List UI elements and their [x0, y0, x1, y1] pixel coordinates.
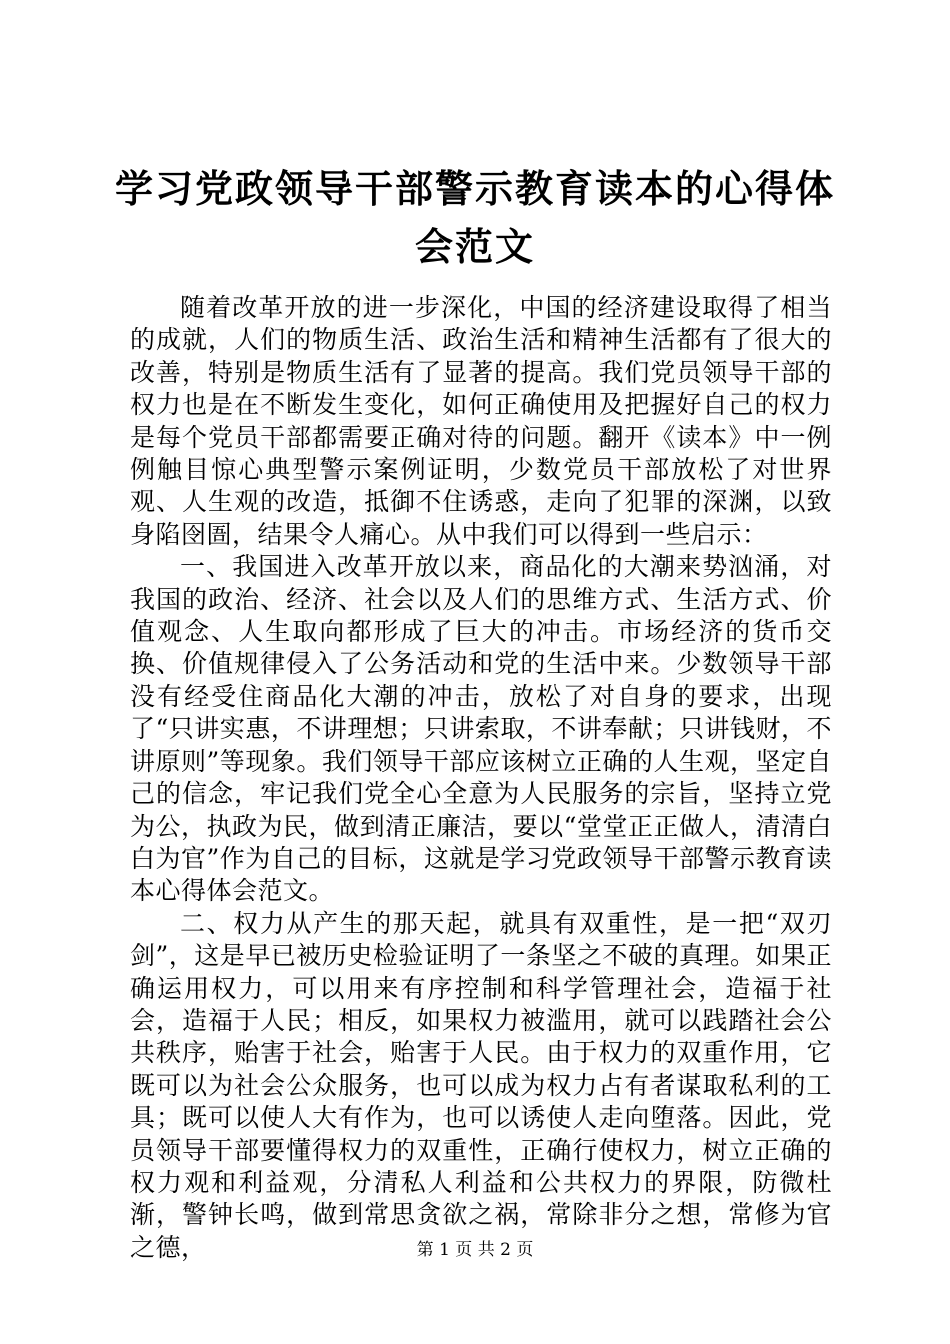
paragraph-intro: 随着改革开放的进一步深化，中国的经济建设取得了相当的成就，人们的物质生活、政治生活和精神生活都有了很大的改善，特别是物质生活有了显著的提高。我们党员领导干部的权力也是在不断发生变化，如何正确使用及把握好自己的权力是每个党员干部都需要正确对待的问题。翻开《读本》中一例例触目惊心典型警示案例证明，少数党员干部放松了对世界观、人生观的改造，抵御不住诱惑，走向了犯罪的深渊，以致身陷囹圄，结果令人痛心。从中我们可以得到一些启示： [130, 293, 832, 549]
paragraph-point-two: 二、权力从产生的那天起，就具有双重性，是一把“双刃剑”，这是早已被历史检验证明了一条坚之不破的真理。如果正确运用权力，可以用来有序控制和科学管理社会，造福于社会，造福于人民；相反，如果权力被滥用，就可以践踏社会公共秩序，贻害于社会，贻害于人民。由于权力的双重作用，它既可以为社会公众服务，也可以成为权力占有者谋取私利的工具；既可以使人大有作为，也可以诱使人走向堕落。因此，党员领导干部要懂得权力的双重性，正确行使权力，树立正确的权力观和利益观，分清私人利益和公共权力的界限，防微杜渐，警钟长鸣，做到常思贪欲之祸，常除非分之想，常修为官之德， [130, 908, 832, 1262]
document-title: 学习党政领导干部警示教育读本的心得体会范文 [114, 166, 835, 269]
page-footer [0, 1240, 950, 1260]
paragraph-point-one: 一、我国进入改革开放以来，商品化的大潮来势汹涌，对我国的政治、经济、社会以及人们的思维方式、生活方式、价值观念、人生取向都形成了巨大的冲击。市场经济的货币交换、价值规律侵入了公务活动和党的生活中来。少数领导干部没有经受住商品化大潮的冲击，放松了对自身的要求，出现了“只讲实惠，不讲理想；只讲索取，不讲奉献；只讲钱财，不讲原则”等现象。我们领导干部应该树立正确的人生观，坚定自己的信念，牢记我们党全心全意为人民服务的宗旨，坚持立党为公，执政为民，做到清正廉洁，要以“堂堂正正做人，清清白白为官”作为自己的目标，这就是学习党政领导干部警示教育读本心得体会范文。 [130, 552, 832, 906]
document-body [130, 292, 832, 1264]
page-number: 第 1 页 共 2 页 [416, 1240, 534, 1260]
